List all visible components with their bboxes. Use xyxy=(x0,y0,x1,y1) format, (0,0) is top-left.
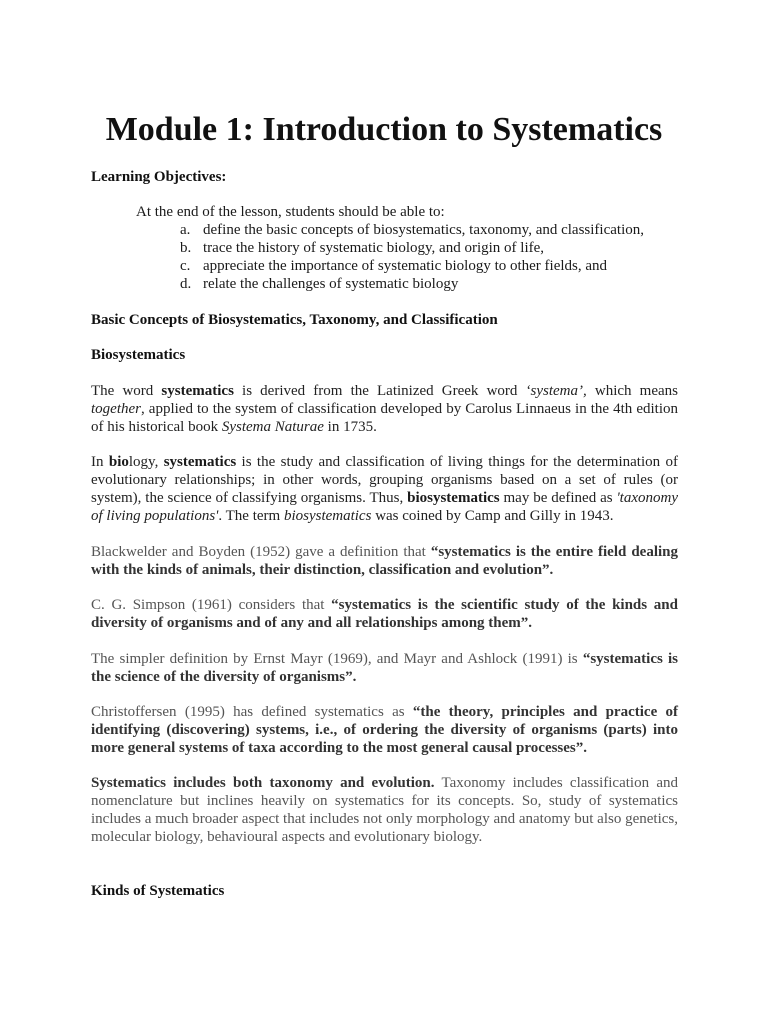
list-item-text: define the basic concepts of biosystematics, taxonomy, and classification, xyxy=(203,222,644,238)
paragraph-taxonomy-evolution: Systematics includes both taxonomy and evolution. Taxonomy includes classification and nomenclature but inclines heavily on systematics for its concepts. So, study of systematics includes a much broader aspect that includes not only morphology and anatomy but also genetics, molecular biology, behavioural aspects and evolutionary biology. xyxy=(91,775,678,845)
list-marker: b. xyxy=(180,240,192,256)
objectives-list xyxy=(180,221,644,293)
list-item xyxy=(180,221,644,239)
paragraph-mayr: The simpler definition by Ernst Mayr (1969), and Mayr and Ashlock (1991) is “systematics is the science of the diversity of organisms”. xyxy=(91,651,678,685)
learning-objectives-heading: Learning Objectives: xyxy=(91,169,227,185)
objectives-intro: At the end of the lesson, students should be able to: xyxy=(136,204,445,220)
kinds-of-systematics-subheading: Kinds of Systematics xyxy=(91,883,225,899)
list-item-text: appreciate the importance of systematic biology to other fields, and xyxy=(203,258,608,274)
list-marker: c. xyxy=(180,258,191,274)
list-item xyxy=(180,239,644,257)
paragraph-christoffersen: Christoffersen (1995) has defined systematics as “the theory, principles and practice of identifying (discovering) systems, i.e., of ordering the diversity of organisms (parts) into more general systems of taxa according to the most general causal processes”. xyxy=(91,704,678,756)
paragraph-simpson: C. G. Simpson (1961) considers that “systematics is the scientific study of the kinds and diversity of organisms and of any and all relationships among them”. xyxy=(91,597,678,631)
paragraph-etymology: The word systematics is derived from the Latinized Greek word ‘systema’, which means together, applied to the system of classification developed by Carolus Linnaeus in the 4th edition of his historical book Systema Naturae in 1735. xyxy=(91,383,679,435)
paragraph-biosystematics-definition: In biology, systematics is the study and classification of living things for the determination of evolutionary relationships; in other words, grouping organisms based on a set of rules (or system), the science of classifying organisms. Thus, biosystematics may be defined as 'taxonomy of living populations'. The term biosystematics was coined by Camp and Gilly in 1943. xyxy=(91,454,678,524)
list-item xyxy=(180,257,644,275)
list-item-text: relate the challenges of systematic biology xyxy=(203,276,459,292)
biosystematics-subheading: Biosystematics xyxy=(91,347,186,363)
paragraph-blackwelder-boyden: Blackwelder and Boyden (1952) gave a definition that “systematics is the entire field dealing with the kinds of animals, their distinction, classification and evolution”. xyxy=(91,544,678,578)
section-heading: Basic Concepts of Biosystematics, Taxonomy, and Classification xyxy=(91,312,498,328)
list-item-text: trace the history of systematic biology, and origin of life, xyxy=(203,240,545,256)
page-title: Module 1: Introduction to Systematics xyxy=(105,111,663,148)
list-marker: a. xyxy=(180,222,191,238)
list-item xyxy=(180,275,644,293)
list-marker: d. xyxy=(180,276,192,292)
